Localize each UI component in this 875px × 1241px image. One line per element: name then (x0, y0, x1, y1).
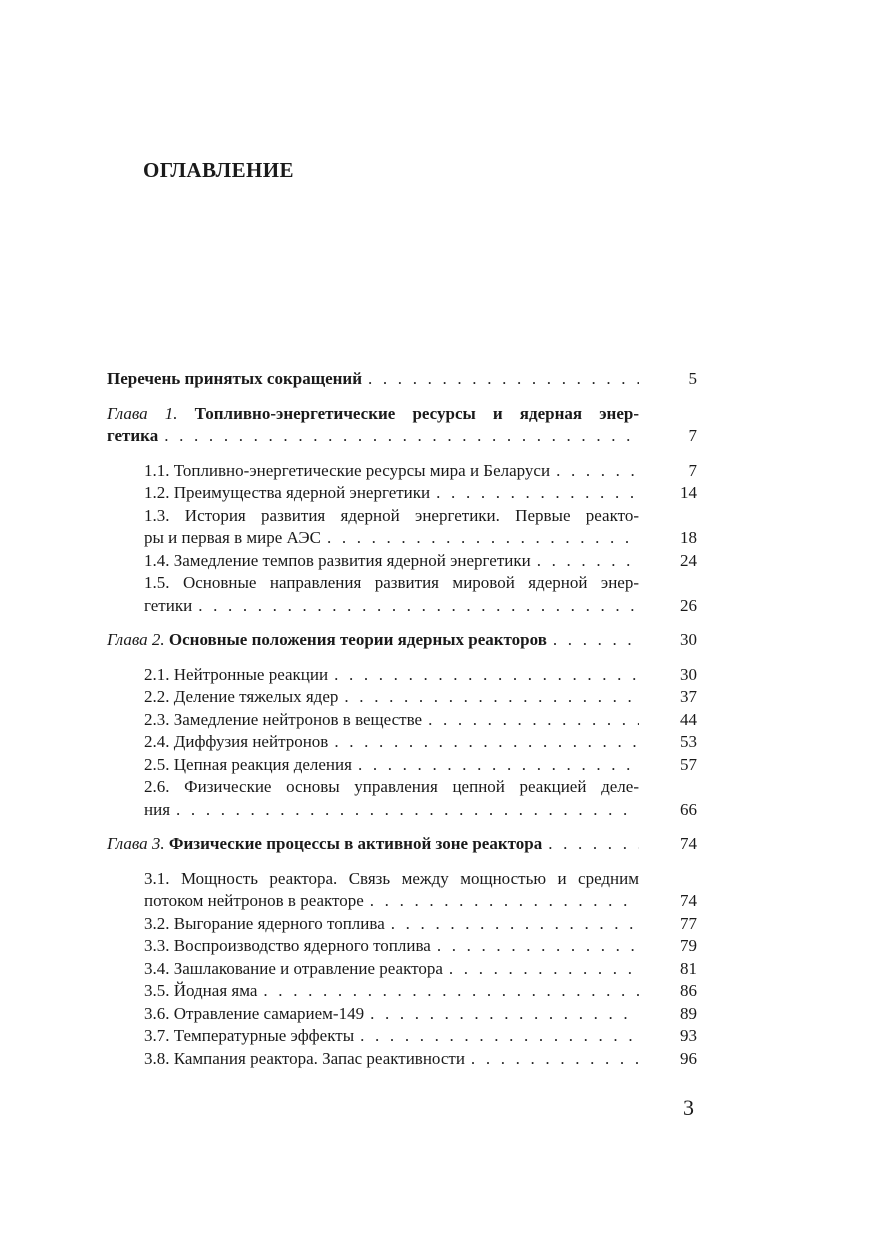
toc-section-1-4[interactable] (107, 550, 697, 573)
toc-page-number: 53 (680, 732, 697, 751)
leader-dots (257, 980, 639, 1003)
chapter-label: Глава 3. (107, 834, 165, 853)
chapter-label: Глава 2. (107, 630, 165, 649)
toc-page-number: 74 (680, 834, 697, 853)
toc-page-number: 96 (680, 1048, 697, 1068)
page-title: ОГЛАВЛЕНИЕ (143, 158, 294, 182)
toc-section-1-2[interactable] (107, 482, 697, 505)
toc-section-3-2[interactable] (107, 913, 697, 936)
toc-entry-text: Перечень принятых сокращений (107, 369, 362, 388)
leader-dots (364, 1003, 639, 1026)
toc-page-number: 86 (680, 981, 697, 1000)
toc-page-number: 44 (680, 709, 697, 729)
table-of-contents (107, 368, 697, 1070)
toc-section-2-6[interactable] (107, 776, 697, 821)
toc-section-1-5[interactable] (107, 572, 697, 617)
chapter-title: Основные положения теории ядерных реакторов (168, 630, 547, 649)
leader-dots (328, 664, 639, 687)
toc-section-2-3[interactable] (107, 709, 697, 732)
toc-entry-abbreviations[interactable] (107, 368, 697, 391)
section-title: 2.2. Деление тяжелых ядер (144, 687, 339, 706)
section-title: 2.5. Цепная реакция деления (144, 754, 352, 774)
toc-section-3-5[interactable] (107, 980, 697, 1003)
section-title: 3.8. Кампания реактора. Запас реактивности (144, 1048, 465, 1068)
toc-section-2-4[interactable] (107, 731, 697, 754)
leader-dots (443, 958, 639, 981)
chapter-title-line2: гетика (107, 426, 159, 445)
section-title-line1: 1.5. Основные направления развития мировой ядерной энер- (144, 573, 639, 592)
toc-page-number: 37 (680, 687, 697, 706)
toc-chapter-2[interactable] (107, 629, 697, 652)
spacer (107, 821, 697, 833)
toc-page-number: 18 (680, 528, 697, 547)
leader-dots (542, 833, 639, 856)
section-title: 3.4. Зашлакование и отравление реактора (144, 958, 443, 978)
toc-page-number: 57 (680, 754, 697, 774)
toc-section-1-3[interactable] (107, 505, 697, 550)
toc-section-3-1[interactable] (107, 868, 697, 913)
toc-page-number: 79 (680, 936, 697, 955)
toc-page-number: 24 (680, 550, 697, 570)
toc-section-2-1[interactable] (107, 664, 697, 687)
leader-dots (547, 629, 639, 652)
toc-page-number: 14 (680, 483, 697, 502)
leader-dots (385, 913, 639, 936)
toc-page-number: 93 (680, 1026, 697, 1045)
spacer (107, 617, 697, 629)
leader-dots (158, 425, 639, 448)
leader-dots (465, 1048, 639, 1071)
toc-page-number: 5 (688, 369, 697, 388)
leader-dots (431, 935, 639, 958)
section-title: 1.4. Замедление темпов развития ядерной энергетики (144, 550, 531, 570)
leader-dots (192, 595, 639, 618)
toc-page-number: 26 (680, 595, 697, 615)
toc-page-number: 66 (680, 799, 697, 819)
toc-page-number: 81 (680, 958, 697, 978)
section-title: 1.1. Топливно-энергетические ресурсы мира и Беларуси (144, 460, 551, 480)
section-title-line1: 1.3. История развития ядерной энергетики. Первые реакто- (144, 505, 639, 525)
toc-section-3-4[interactable] (107, 958, 697, 981)
section-title: 3.5. Йодная яма (144, 981, 258, 1000)
leader-dots (170, 799, 639, 822)
leader-dots (430, 482, 639, 505)
toc-chapter-3[interactable] (107, 833, 697, 856)
toc-section-1-1[interactable] (107, 460, 697, 483)
section-title-line1: 3.1. Мощность реактора. Связь между мощностью и средним (144, 868, 639, 888)
section-title: 3.3. Воспроизводство ядерного топлива (144, 936, 431, 955)
toc-page-number: 74 (680, 891, 697, 910)
toc-section-2-5[interactable] (107, 754, 697, 777)
toc-section-3-6[interactable] (107, 1003, 697, 1026)
leader-dots (352, 754, 639, 777)
section-title: 2.1. Нейтронные реакции (144, 664, 329, 684)
chapter-label: Глава 1. (107, 403, 178, 423)
leader-dots (338, 686, 639, 709)
leader-dots (362, 368, 639, 391)
toc-section-3-7[interactable] (107, 1025, 697, 1048)
section-title-line2: потоком нейтронов в реакторе (144, 891, 364, 910)
toc-section-3-3[interactable] (107, 935, 697, 958)
section-title-line2: ры и первая в мире АЭС (144, 528, 321, 547)
section-title: 3.7. Температурные эффекты (144, 1026, 355, 1045)
leader-dots (531, 550, 639, 573)
toc-page-number: 77 (680, 913, 697, 933)
leader-dots (328, 731, 639, 754)
toc-page-number: 89 (680, 1003, 697, 1023)
toc-chapter-1[interactable] (107, 403, 697, 448)
leader-dots (550, 460, 639, 483)
section-title: 2.4. Диффузия нейтронов (144, 732, 329, 751)
toc-page-number: 30 (680, 664, 697, 684)
leader-dots (422, 709, 639, 732)
toc-section-3-8[interactable] (107, 1048, 697, 1071)
leader-dots (354, 1025, 639, 1048)
chapter-title: Физические процессы в активной зоне реактора (168, 834, 543, 853)
section-title: 3.2. Выгорание ядерного топлива (144, 913, 385, 933)
toc-section-2-2[interactable] (107, 686, 697, 709)
section-title: 3.6. Отравление самарием-149 (144, 1003, 365, 1023)
toc-page-number: 30 (680, 630, 697, 649)
section-title-line2: гетики (144, 595, 193, 615)
section-title: 2.3. Замедление нейтронов в веществе (144, 709, 423, 729)
toc-page-number: 7 (688, 460, 697, 480)
section-title-line2: ния (144, 799, 171, 819)
toc-page-number: 7 (688, 426, 697, 445)
leader-dots (321, 527, 639, 550)
page-number: 3 (683, 1095, 694, 1120)
leader-dots (364, 890, 639, 913)
chapter-title-line1 (107, 403, 639, 426)
section-title-line1: 2.6. Физические основы управления цепной реакцией деле- (144, 777, 639, 796)
section-title: 1.2. Преимущества ядерной энергетики (144, 483, 431, 502)
chapter-title: Топливно-энергетические ресурсы и ядерная энер- (194, 403, 640, 423)
